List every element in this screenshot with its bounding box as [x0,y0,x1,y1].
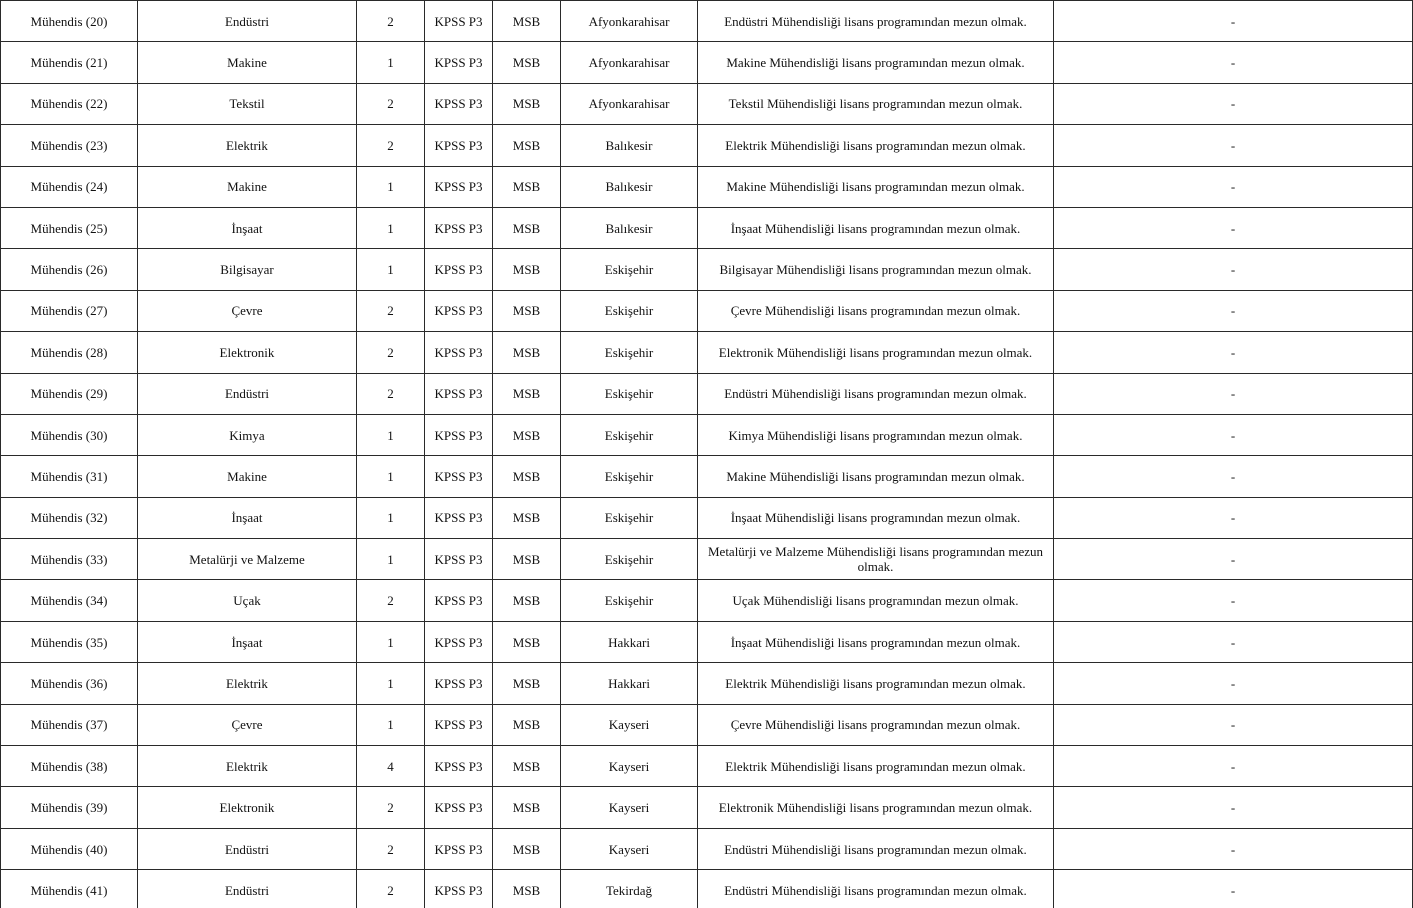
note-cell: - [1054,125,1413,166]
note-cell: - [1054,1,1413,42]
note-cell: - [1054,787,1413,828]
table-row [1,249,1413,290]
note-cell: - [1054,621,1413,662]
city-cell: Kayseri [561,828,698,869]
requirement-cell: Uçak Mühendisliği lisans programından mezun olmak. [698,580,1054,621]
note-cell: - [1054,332,1413,373]
branch-cell: Endüstri [138,870,357,908]
quota-cell: 2 [357,125,425,166]
city-cell: Eskişehir [561,290,698,331]
city-cell: Afyonkarahisar [561,83,698,124]
city-cell: Afyonkarahisar [561,42,698,83]
quota-cell: 2 [357,1,425,42]
table-row [1,828,1413,869]
exam-type-cell: KPSS P3 [425,828,493,869]
exam-type-cell: KPSS P3 [425,83,493,124]
exam-type-cell: KPSS P3 [425,332,493,373]
table-row [1,83,1413,124]
exam-type-cell: KPSS P3 [425,42,493,83]
institution-cell: MSB [493,539,561,580]
quota-cell: 1 [357,166,425,207]
requirement-cell: Elektronik Mühendisliği lisans programından mezun olmak. [698,332,1054,373]
position-title-cell: Mühendis (35) [1,621,138,662]
quota-cell: 2 [357,870,425,908]
requirement-cell: Endüstri Mühendisliği lisans programından mezun olmak. [698,828,1054,869]
exam-type-cell: KPSS P3 [425,704,493,745]
exam-type-cell: KPSS P3 [425,125,493,166]
table-body [1,1,1413,908]
institution-cell: MSB [493,414,561,455]
requirement-cell: Endüstri Mühendisliği lisans programından mezun olmak. [698,1,1054,42]
branch-cell: Endüstri [138,373,357,414]
city-cell: Balıkesir [561,166,698,207]
position-title-cell: Mühendis (33) [1,539,138,580]
institution-cell: MSB [493,746,561,787]
note-cell: - [1054,870,1413,908]
position-title-cell: Mühendis (37) [1,704,138,745]
requirement-cell: Kimya Mühendisliği lisans programından mezun olmak. [698,414,1054,455]
requirement-cell: İnşaat Mühendisliği lisans programından mezun olmak. [698,621,1054,662]
table-row [1,456,1413,497]
branch-cell: Bilgisayar [138,249,357,290]
branch-cell: İnşaat [138,621,357,662]
position-title-cell: Mühendis (40) [1,828,138,869]
requirement-cell: Bilgisayar Mühendisliği lisans programından mezun olmak. [698,249,1054,290]
requirement-cell: Elektrik Mühendisliği lisans programından mezun olmak. [698,125,1054,166]
requirement-cell: Çevre Mühendisliği lisans programından mezun olmak. [698,704,1054,745]
branch-cell: Elektronik [138,787,357,828]
city-cell: Eskişehir [561,414,698,455]
quota-cell: 1 [357,663,425,704]
branch-cell: Endüstri [138,1,357,42]
institution-cell: MSB [493,663,561,704]
city-cell: Hakkari [561,663,698,704]
note-cell: - [1054,249,1413,290]
note-cell: - [1054,207,1413,248]
position-title-cell: Mühendis (38) [1,746,138,787]
note-cell: - [1054,166,1413,207]
quota-cell: 1 [357,414,425,455]
branch-cell: Makine [138,42,357,83]
requirement-cell: Endüstri Mühendisliği lisans programından mezun olmak. [698,870,1054,908]
city-cell: Kayseri [561,704,698,745]
branch-cell: Uçak [138,580,357,621]
city-cell: Eskişehir [561,580,698,621]
exam-type-cell: KPSS P3 [425,207,493,248]
quota-cell: 2 [357,332,425,373]
position-title-cell: Mühendis (27) [1,290,138,331]
requirement-cell: Metalürji ve Malzeme Mühendisliği lisans programından mezun olmak. [698,539,1054,580]
institution-cell: MSB [493,249,561,290]
quota-cell: 2 [357,580,425,621]
branch-cell: Elektrik [138,746,357,787]
requirement-cell: Elektronik Mühendisliği lisans programından mezun olmak. [698,787,1054,828]
exam-type-cell: KPSS P3 [425,373,493,414]
institution-cell: MSB [493,373,561,414]
table-row [1,787,1413,828]
city-cell: Kayseri [561,746,698,787]
table-row [1,663,1413,704]
quota-cell: 2 [357,828,425,869]
exam-type-cell: KPSS P3 [425,870,493,908]
city-cell: Eskişehir [561,497,698,538]
note-cell: - [1054,497,1413,538]
exam-type-cell: KPSS P3 [425,539,493,580]
exam-type-cell: KPSS P3 [425,1,493,42]
institution-cell: MSB [493,83,561,124]
table-row [1,414,1413,455]
position-title-cell: Mühendis (28) [1,332,138,373]
institution-cell: MSB [493,870,561,908]
table-row [1,125,1413,166]
position-title-cell: Mühendis (32) [1,497,138,538]
position-title-cell: Mühendis (25) [1,207,138,248]
note-cell: - [1054,580,1413,621]
requirement-cell: İnşaat Mühendisliği lisans programından mezun olmak. [698,497,1054,538]
institution-cell: MSB [493,125,561,166]
institution-cell: MSB [493,580,561,621]
institution-cell: MSB [493,787,561,828]
city-cell: Eskişehir [561,332,698,373]
requirement-cell: Endüstri Mühendisliği lisans programından mezun olmak. [698,373,1054,414]
note-cell: - [1054,539,1413,580]
city-cell: Eskişehir [561,373,698,414]
position-title-cell: Mühendis (24) [1,166,138,207]
table-row [1,42,1413,83]
requirement-cell: Çevre Mühendisliği lisans programından mezun olmak. [698,290,1054,331]
note-cell: - [1054,373,1413,414]
requirement-cell: Makine Mühendisliği lisans programından mezun olmak. [698,42,1054,83]
quota-cell: 2 [357,290,425,331]
exam-type-cell: KPSS P3 [425,580,493,621]
quota-cell: 4 [357,746,425,787]
position-title-cell: Mühendis (20) [1,1,138,42]
city-cell: Balıkesir [561,125,698,166]
institution-cell: MSB [493,456,561,497]
city-cell: Afyonkarahisar [561,1,698,42]
table-row [1,207,1413,248]
quota-cell: 1 [357,42,425,83]
table-row [1,746,1413,787]
quota-cell: 2 [357,787,425,828]
exam-type-cell: KPSS P3 [425,290,493,331]
exam-type-cell: KPSS P3 [425,456,493,497]
branch-cell: Elektrik [138,663,357,704]
table-row [1,870,1413,908]
city-cell: Eskişehir [561,456,698,497]
requirement-cell: Elektrik Mühendisliği lisans programından mezun olmak. [698,746,1054,787]
table-row [1,704,1413,745]
table-row [1,373,1413,414]
table-row [1,580,1413,621]
note-cell: - [1054,83,1413,124]
exam-type-cell: KPSS P3 [425,746,493,787]
position-title-cell: Mühendis (34) [1,580,138,621]
quota-cell: 1 [357,621,425,662]
institution-cell: MSB [493,290,561,331]
note-cell: - [1054,663,1413,704]
institution-cell: MSB [493,704,561,745]
branch-cell: İnşaat [138,497,357,538]
institution-cell: MSB [493,332,561,373]
note-cell: - [1054,290,1413,331]
position-title-cell: Mühendis (21) [1,42,138,83]
position-title-cell: Mühendis (36) [1,663,138,704]
table-row [1,332,1413,373]
quota-cell: 2 [357,373,425,414]
requirement-cell: Elektrik Mühendisliği lisans programından mezun olmak. [698,663,1054,704]
quota-cell: 1 [357,207,425,248]
exam-type-cell: KPSS P3 [425,497,493,538]
table-row [1,290,1413,331]
branch-cell: Tekstil [138,83,357,124]
position-title-cell: Mühendis (31) [1,456,138,497]
requirement-cell: Makine Mühendisliği lisans programından mezun olmak. [698,456,1054,497]
branch-cell: Çevre [138,704,357,745]
exam-type-cell: KPSS P3 [425,621,493,662]
branch-cell: Elektrik [138,125,357,166]
city-cell: Tekirdağ [561,870,698,908]
institution-cell: MSB [493,42,561,83]
position-title-cell: Mühendis (41) [1,870,138,908]
exam-type-cell: KPSS P3 [425,414,493,455]
institution-cell: MSB [493,1,561,42]
note-cell: - [1054,414,1413,455]
table-row [1,1,1413,42]
city-cell: Eskişehir [561,539,698,580]
exam-type-cell: KPSS P3 [425,166,493,207]
position-title-cell: Mühendis (39) [1,787,138,828]
position-title-cell: Mühendis (30) [1,414,138,455]
branch-cell: Metalürji ve Malzeme [138,539,357,580]
branch-cell: Makine [138,456,357,497]
quota-cell: 1 [357,704,425,745]
exam-type-cell: KPSS P3 [425,787,493,828]
institution-cell: MSB [493,207,561,248]
note-cell: - [1054,456,1413,497]
requirement-cell: Tekstil Mühendisliği lisans programından mezun olmak. [698,83,1054,124]
note-cell: - [1054,828,1413,869]
branch-cell: Elektronik [138,332,357,373]
requirement-cell: İnşaat Mühendisliği lisans programından mezun olmak. [698,207,1054,248]
note-cell: - [1054,42,1413,83]
quota-cell: 1 [357,539,425,580]
exam-type-cell: KPSS P3 [425,249,493,290]
institution-cell: MSB [493,497,561,538]
position-title-cell: Mühendis (29) [1,373,138,414]
table-row [1,166,1413,207]
branch-cell: İnşaat [138,207,357,248]
quota-cell: 1 [357,249,425,290]
exam-type-cell: KPSS P3 [425,663,493,704]
table-row [1,621,1413,662]
position-title-cell: Mühendis (26) [1,249,138,290]
city-cell: Balıkesir [561,207,698,248]
table-row [1,497,1413,538]
city-cell: Hakkari [561,621,698,662]
quota-cell: 1 [357,456,425,497]
note-cell: - [1054,746,1413,787]
institution-cell: MSB [493,621,561,662]
requirement-cell: Makine Mühendisliği lisans programından mezun olmak. [698,166,1054,207]
branch-cell: Endüstri [138,828,357,869]
city-cell: Kayseri [561,787,698,828]
branch-cell: Makine [138,166,357,207]
position-title-cell: Mühendis (22) [1,83,138,124]
note-cell: - [1054,704,1413,745]
quota-cell: 1 [357,497,425,538]
table-row [1,539,1413,580]
quota-cell: 2 [357,83,425,124]
branch-cell: Çevre [138,290,357,331]
branch-cell: Kimya [138,414,357,455]
city-cell: Eskişehir [561,249,698,290]
position-title-cell: Mühendis (23) [1,125,138,166]
institution-cell: MSB [493,828,561,869]
institution-cell: MSB [493,166,561,207]
